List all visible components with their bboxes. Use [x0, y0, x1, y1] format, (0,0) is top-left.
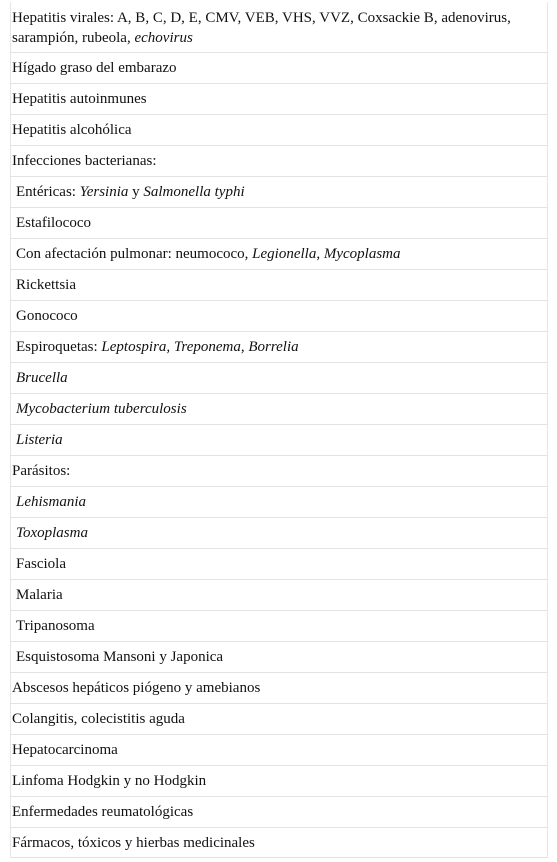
table-cell	[12, 771, 206, 791]
italic-text: Lehismania	[16, 494, 87, 510]
table-row	[11, 238, 547, 269]
table-cell	[16, 306, 78, 326]
table-cell	[16, 368, 68, 388]
table-cell	[12, 740, 118, 760]
text: ,	[316, 246, 324, 262]
table-cell	[16, 430, 63, 450]
italic-text: Mycoplasma	[323, 246, 401, 262]
table-row	[11, 827, 547, 858]
table-row	[11, 52, 547, 83]
table-row	[11, 734, 547, 765]
text: Enfermedades reumatológicas	[12, 804, 194, 820]
table-row	[11, 2, 547, 52]
table-row	[11, 300, 547, 331]
italic-text: Mycobacterium tuberculosis	[16, 401, 187, 417]
table-row	[11, 517, 547, 548]
table-cell	[16, 337, 299, 357]
text: Hepatitis virales: A, B, C, D, E, CMV, VEB, VHS, VVZ, Coxsackie B, adenovirus, sarampión, rubeola,	[12, 10, 511, 46]
table-cell	[16, 523, 88, 543]
table-cell	[16, 399, 187, 419]
table-cell	[16, 275, 76, 295]
table-row	[11, 145, 547, 176]
table-cell	[16, 554, 66, 574]
table-cell	[16, 492, 86, 512]
italic-text: Leptospira, Treponema, Borrelia	[101, 339, 299, 355]
table-cell	[16, 182, 245, 202]
text: Rickettsia	[16, 277, 76, 293]
table-row	[11, 672, 547, 703]
text: Malaria	[16, 587, 63, 603]
table-row	[11, 362, 547, 393]
table-row	[11, 703, 547, 734]
italic-text: Brucella	[16, 370, 68, 386]
italic-text: Yersinia	[79, 184, 129, 200]
table-row	[11, 424, 547, 455]
table-cell	[12, 151, 157, 171]
italic-text: Salmonella typhi	[143, 184, 245, 200]
table-cell	[16, 244, 401, 264]
table-cell	[16, 616, 95, 636]
text: Abscesos hepáticos piógeno y amebianos	[12, 680, 261, 696]
italic-text: Listeria	[16, 432, 63, 448]
table-cell	[12, 802, 193, 822]
table-row	[11, 269, 547, 300]
table-row	[11, 176, 547, 207]
text: Hepatitis alcohólica	[12, 122, 132, 138]
text: Entéricas:	[16, 184, 80, 200]
text: Gonococo	[16, 308, 78, 324]
text: Con afectación pulmonar: neumococo,	[16, 246, 253, 262]
table-cell	[12, 58, 177, 78]
table-row	[11, 796, 547, 827]
table-row	[11, 610, 547, 641]
text: Linfoma Hodgkin y no Hodgkin	[12, 773, 207, 789]
table-row	[11, 331, 547, 362]
text: Fasciola	[16, 556, 66, 572]
table-cell	[16, 585, 63, 605]
italic-text: Legionella	[252, 246, 317, 262]
text: y	[128, 184, 144, 200]
text: Fármacos, tóxicos y hierbas medicinales	[12, 834, 255, 851]
text: Hepatitis autoinmunes	[12, 91, 147, 107]
table-row	[11, 579, 547, 610]
text: Hígado graso del embarazo	[12, 60, 177, 76]
table-cell	[12, 120, 132, 140]
table-row	[11, 641, 547, 672]
table-cell	[12, 89, 147, 109]
table-cell	[12, 709, 185, 729]
table-row	[11, 765, 547, 796]
text: Estafilococo	[16, 215, 91, 231]
table-cell	[16, 647, 223, 667]
text: Colangitis, colecistitis aguda	[12, 711, 185, 727]
italic-text: echovirus	[134, 30, 193, 46]
table-row	[11, 393, 547, 424]
text: Hepatocarcinoma	[12, 742, 118, 758]
table-cell	[12, 678, 260, 698]
table-cell	[12, 833, 255, 853]
table-cell	[12, 461, 70, 481]
text: Infecciones bacterianas:	[12, 153, 157, 169]
table-cell	[16, 213, 91, 233]
table-row	[11, 114, 547, 145]
table-row	[11, 486, 547, 517]
text: Tripanosoma	[16, 618, 95, 634]
table-row	[11, 548, 547, 579]
causes-table	[10, 2, 548, 858]
text: Esquistosoma Mansoni y Japonica	[16, 649, 224, 665]
table-row	[11, 455, 547, 486]
text: Espiroquetas:	[16, 339, 102, 355]
table-cell	[12, 8, 547, 48]
table-row	[11, 207, 547, 238]
text: Parásitos:	[12, 463, 71, 479]
table-row	[11, 83, 547, 114]
italic-text: Toxoplasma	[16, 525, 88, 541]
